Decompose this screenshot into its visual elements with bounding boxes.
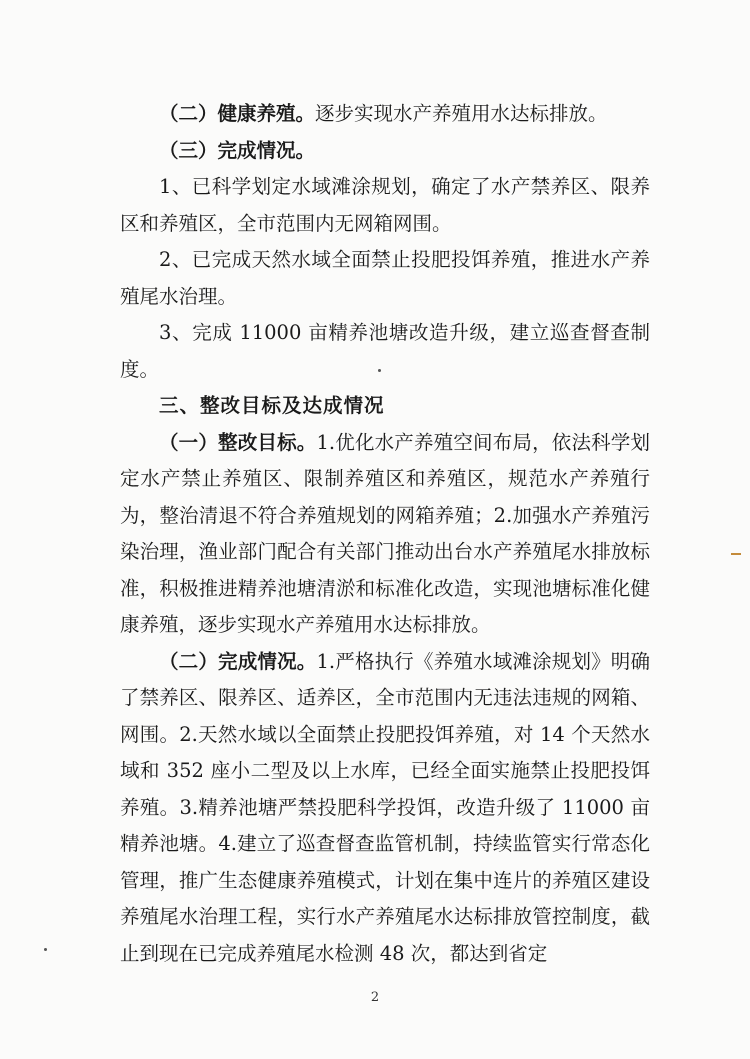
paragraph-completion-heading <box>120 133 650 170</box>
paragraph-text: 逐步实现水产养殖用水达标排放。 <box>315 102 608 125</box>
paragraph-healthy-farming <box>120 96 650 133</box>
document-body <box>120 96 650 972</box>
paragraph-lead: （一）整改目标。 <box>159 430 317 454</box>
paragraph-text: 3、完成 11000 亩精养池塘改造升级，建立巡查督查制度。 <box>120 321 650 381</box>
paragraph-text: 1、已科学划定水域滩涂规划，确定了水产禁养区、限养区和养殖区，全市范围内无网箱网围。 <box>120 175 650 235</box>
paragraph-text: 1.优化水产养殖空间布局，依法科学划定水产禁止养殖区、限制养殖区和养殖区，规范水产养殖行为，整治清退不符合养殖规划的网箱养殖；2.加强水产养殖污染治理，渔业部门配合有关部门推动出台水产养殖尾水排放标准，积极推进精养池塘清淤和标准化改造，实现池塘标准化健康养殖，逐步实现水产养殖用水达标排放。 <box>120 430 650 636</box>
paragraph-item-1 <box>120 169 650 242</box>
paragraph-lead: （二）完成情况。 <box>159 649 317 673</box>
page-number: 2 <box>370 990 380 1005</box>
section-heading: 三、整改目标及达成情况 <box>159 394 385 417</box>
paragraph-lead: （二）健康养殖。 <box>159 102 316 125</box>
scan-mark <box>731 553 741 555</box>
paragraph-item-3 <box>120 315 650 388</box>
paragraph-lead: （三）完成情况。 <box>159 138 316 162</box>
paragraph-text: 1.严格执行《养殖水域滩涂规划》明确了禁养区、限养区、适养区，全市范围内无违法违规的网箱、网围。2.天然水域以全面禁止投肥投饵养殖，对 14 个天然水域和 352 座小二型及以上水库，已经全面实施禁止投肥投饵养殖。3.精养池塘严禁投肥科学投饵，改造升级了 11000 亩精养池塘。4.建立了巡查督查监管机制，持续监管实行常态化管理，推广生态健康养殖模式，计划在集中连片的养殖区建设养殖尾水治理工程，实行水产养殖尾水达标排放管控制度，截止到现在已完成养殖尾水检测 48 次，都达到省定 <box>120 649 650 965</box>
paragraph-item-2 <box>120 242 650 315</box>
paragraph-rectification-goals <box>120 425 650 644</box>
scan-speck <box>44 948 47 951</box>
paragraph-completion-status <box>120 644 650 973</box>
paragraph-text: 2、已完成天然水域全面禁止投肥投饵养殖，推进水产养殖尾水治理。 <box>120 248 650 308</box>
scan-speck <box>378 369 381 372</box>
